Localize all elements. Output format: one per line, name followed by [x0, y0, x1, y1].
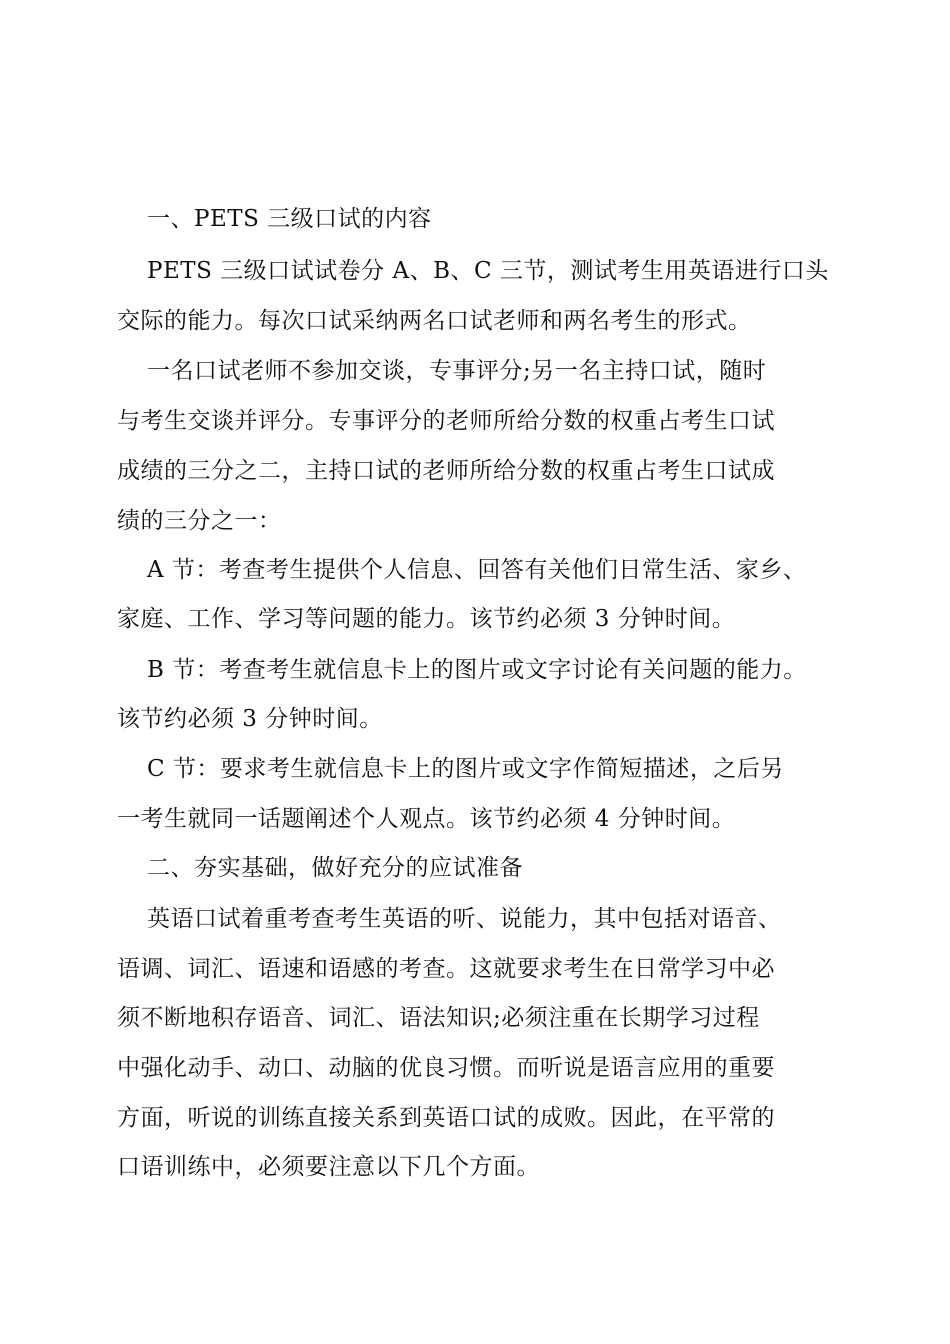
- paragraph-line: 一名口试老师不参加交谈，专事评分;另一名主持口试，随时: [147, 358, 767, 384]
- section-heading-2: 二、夯实基础，做好充分的应试准备: [147, 855, 523, 881]
- paragraph-line: 英语口试着重考查考生英语的听、说能力，其中包括对语音、: [147, 906, 782, 932]
- section-b-line: B 节：考查考生就信息卡上的图片或文字讨论有关问题的能力。: [147, 657, 807, 683]
- section-b-line: 该节约必须 3 分钟时间。: [117, 706, 383, 732]
- paragraph-line: PETS 三级口试试卷分 A、B、C 三节，测试考生用英语进行口头: [147, 258, 829, 284]
- paragraph-line: 须不断地积存语音、词汇、语法知识;必须注重在长期学习过程: [117, 1005, 760, 1031]
- paragraph-line: 绩的三分之一：: [117, 508, 282, 534]
- section-c-line: C 节：要求考生就信息卡上的图片或文字作简短描述，之后另: [147, 756, 784, 782]
- paragraph-line: 中强化动手、动口、动脑的优良习惯。而听说是语言应用的重要: [117, 1055, 775, 1081]
- paragraph-line: 交际的能力。每次口试采纳两名口试老师和两名考生的形式。: [117, 308, 752, 334]
- paragraph-line: 方面，听说的训练直接关系到英语口试的成败。因此，在平常的: [117, 1105, 775, 1131]
- section-a-line: 家庭、工作、学习等问题的能力。该节约必须 3 分钟时间。: [117, 606, 736, 632]
- paragraph-line: 成绩的三分之二，主持口试的老师所给分数的权重占考生口试成: [117, 458, 775, 484]
- paragraph-line: 口语训练中，必须要注意以下几个方面。: [117, 1154, 540, 1180]
- section-heading-1: 一、PETS 三级口试的内容: [147, 206, 432, 232]
- section-a-line: A 节：考查考生提供个人信息、回答有关他们日常生活、家乡、: [147, 557, 807, 583]
- paragraph-line: 语调、词汇、语速和语感的考查。这就要求考生在日常学习中必: [117, 956, 775, 982]
- section-c-line: 一考生就同一话题阐述个人观点。该节约必须 4 分钟时间。: [117, 806, 736, 832]
- paragraph-line: 与考生交谈并评分。专事评分的老师所给分数的权重占考生口试: [117, 408, 775, 434]
